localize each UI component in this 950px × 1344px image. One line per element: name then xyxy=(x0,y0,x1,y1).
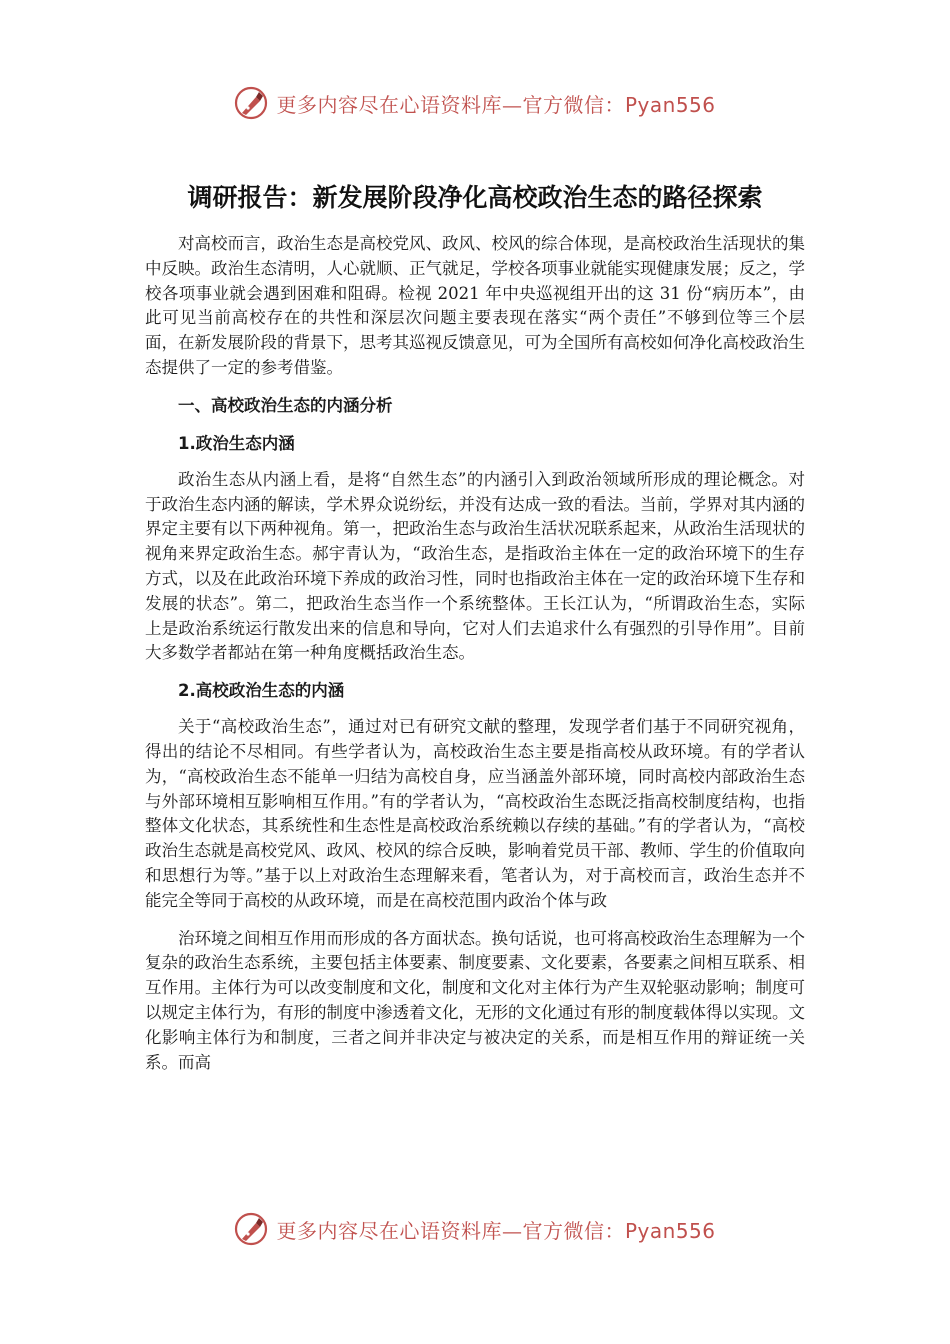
watermark-footer xyxy=(0,1212,950,1246)
watermark-label: 更多内容尽在心语资料库—官方微信： xyxy=(276,1218,625,1243)
watermark-label: 更多内容尽在心语资料库—官方微信： xyxy=(276,92,625,117)
watermark-text xyxy=(276,1215,715,1244)
fountain-pen-logo-icon xyxy=(234,1212,268,1246)
paragraph-university-ecology-2: 治环境之间相互作用而形成的各方面状态。换句话说，也可将高校政治生态理解为一个复杂的政治生态系统，主要包括主体要素、制度要素、文化要素，各要素之间相互联系、相互作用。主体行为可以改变制度和文化，制度和文化对主体行为产生双轮驱动影响；制度可以规定主体行为，有形的制度中渗透着文化，无形的文化通过有形的制度载体得以实现。文化影响主体行为和制度，三者之间并非决定与被决定的关系，而是相互作用的辩证统一关系。而高 xyxy=(145,928,805,1072)
intro-paragraph: 对高校而言，政治生态是高校党风、政风、校风的综合体现，是高校政治生活现状的集中反映。政治生态清明，人心就顺、正气就足，学校各项事业就能实现健康发展；反之，学校各项事业就会遇到困难和阻碍。检视 2021 年中央巡视组开出的这 31 份“病历本”，由此可见当前高校存在的共性和深层次问题主要表现在落实“两个责任”不够到位等三个层面，在新发展阶段的背景下，思考其巡视反馈意见，可为全国所有高校如何净化高校政治生态提供了一定的参考借鉴。 xyxy=(145,234,805,377)
watermark-wechat-id: Pyan556 xyxy=(624,92,716,117)
paragraph-political-ecology: 政治生态从内涵上看，是将“自然生态”的内涵引入到政治领域所形成的理论概念。对于政治生态内涵的解读，学术界众说纷纭，并没有达成一致的看法。当前，学界对其内涵的界定主要有以下两种视角。第一，把政治生态与政治生活状况联系起来，从政治生活现状的视角来界定政治生态。郝宇青认为，“政治生态，是指政治主体在一定的政治环境下的生存方式，以及在此政治环境下养成的政治习性，同时也指政治主体在一定的政治环境下生存和发展的状态”。第二，把政治生态当作一个系统整体。王长江认为，“所谓政治生态，实际上是政治系统运行散发出来的信息和导向，它对人们去追求什么有强烈的引导作用”。目前大多数学者都站在第一种角度概括政治生态。 xyxy=(145,469,805,663)
watermark-wechat-id: Pyan556 xyxy=(624,1218,716,1243)
watermark-text xyxy=(276,89,715,118)
document-title: 调研报告：新发展阶段净化高校政治生态的路径探索 xyxy=(187,183,763,212)
subsection-heading-1-2: 2.高校政治生态的内涵 xyxy=(178,681,345,701)
section-heading-1: 一、高校政治生态的内涵分析 xyxy=(178,395,393,415)
watermark-header xyxy=(0,86,950,120)
document-body xyxy=(145,232,805,1088)
paragraph-university-ecology-1: 关于“高校政治生态”，通过对已有研究文献的整理，发现学者们基于不同研究视角，得出的结论不尽相同。有些学者认为，高校政治生态主要是指高校从政环境。有的学者认为，“高校政治生态不能单一归结为高校自身，应当涵盖外部环境，同时高校内部政治生态与外部环境相互影响相互作用。”有的学者认为，“高校政治生态既泛指高校制度结构，也指整体文化状态，其系统性和生态性是高校政治系统赖以存续的基础。”有的学者认为，“高校政治生态就是高校党风、政风、校风的综合反映，影响着党员干部、教师、学生的价值取向和思想行为等。”基于以上对政治生态理解来看，笔者认为，对于高校而言，政治生态并不能完全等同于高校的从政环境，而是在高校范围内政治个体与政 xyxy=(145,717,805,910)
subsection-heading-1-1: 1.政治生态内涵 xyxy=(178,433,295,453)
fountain-pen-logo-icon xyxy=(234,86,268,120)
